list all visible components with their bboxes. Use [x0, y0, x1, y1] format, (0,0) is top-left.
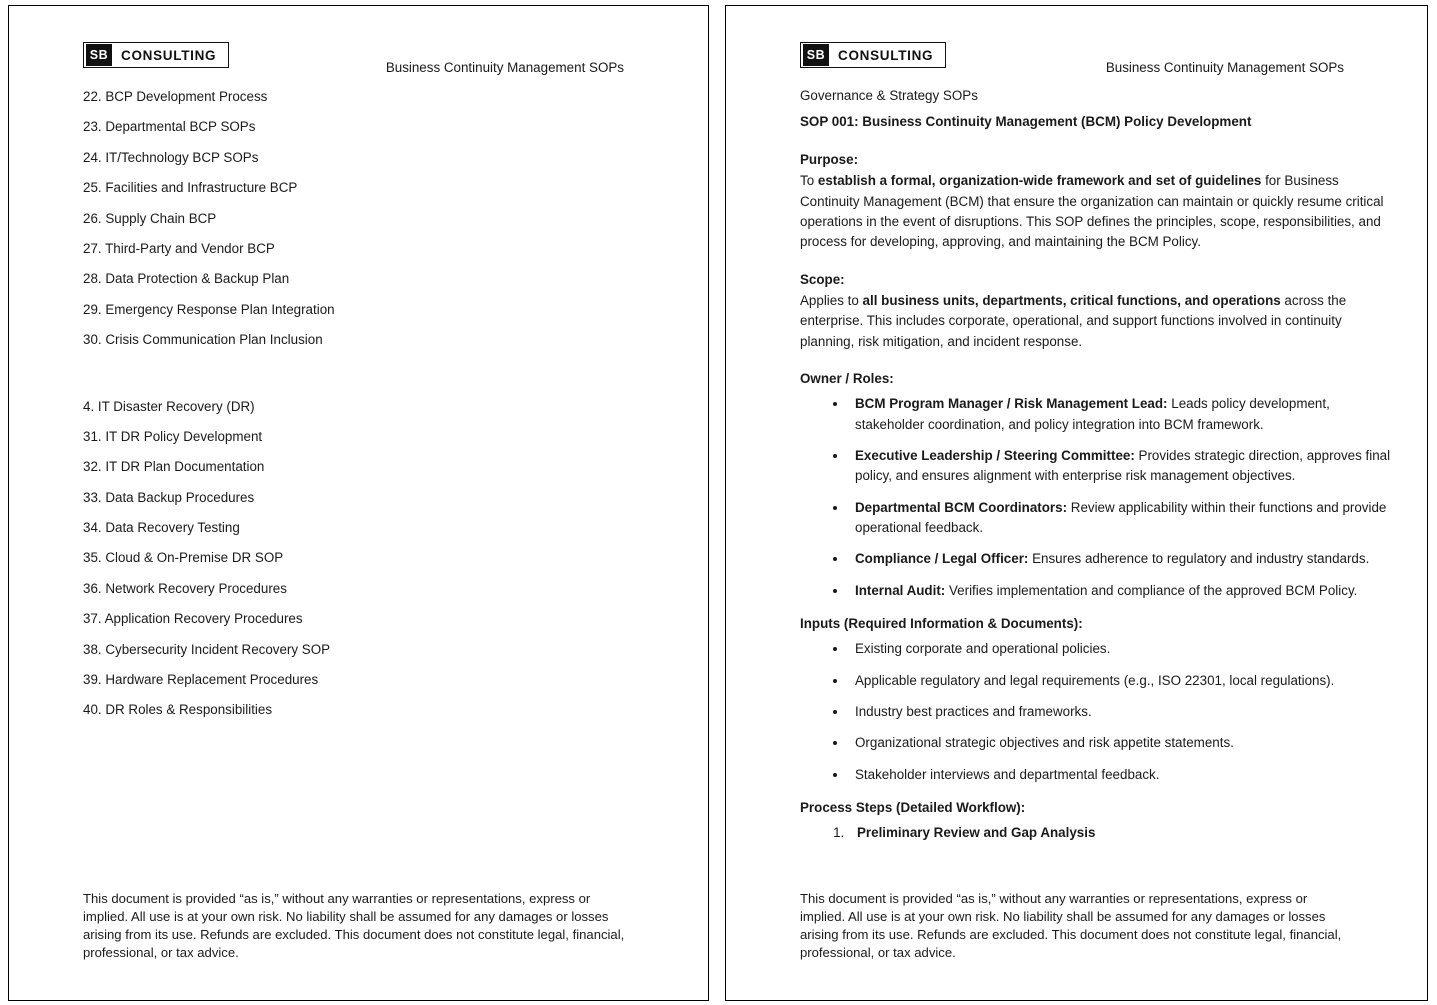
sop-category: Governance & Strategy SOPs [800, 88, 978, 103]
inputs-label: Inputs (Required Information & Documents): [800, 616, 1083, 632]
purpose-label: Purpose: [800, 152, 859, 168]
sop-content [800, 86, 1397, 857]
role-description: Ensures adherence to regulatory and industry standards. [1028, 551, 1370, 567]
list-item [848, 581, 1397, 601]
list-item: 34. Data Recovery Testing [83, 520, 240, 536]
role-name: Departmental BCM Coordinators: [855, 499, 1068, 515]
logo-mark-sb: SB [803, 44, 829, 66]
list-item: 24. IT/Technology BCP SOPs [83, 149, 259, 165]
list-item: • Existing corporate and operational policies. [848, 639, 1397, 659]
owner-roles-label: Owner / Roles: [800, 371, 894, 387]
role-name: Executive Leadership / Steering Committee: [855, 447, 1135, 463]
logo-wordmark: CONSULTING [121, 47, 217, 63]
list-item: 30. Crisis Communication Plan Inclusion [83, 332, 323, 348]
list-item: • Industry best practices and frameworks. [848, 702, 1397, 722]
list-item: 32. IT DR Plan Documentation [83, 459, 265, 475]
list-item: 39. Hardware Replacement Procedures [83, 672, 319, 688]
scope-label: Scope: [800, 271, 845, 287]
list-item [848, 498, 1397, 539]
section-spacer [83, 362, 668, 398]
page-left [8, 5, 709, 1001]
list-item: 4. IT Disaster Recovery (DR) [83, 398, 255, 414]
list-item [848, 394, 1397, 435]
list-item: 29. Emergency Response Plan Integration [83, 301, 335, 317]
list-item: 38. Cybersecurity Incident Recovery SOP [83, 641, 331, 657]
purpose-lead: To [800, 173, 818, 189]
brand-logo [800, 42, 946, 68]
logo-wordmark: CONSULTING [838, 47, 934, 63]
list-item: 22. BCP Development Process [83, 89, 268, 104]
list-item: 26. Supply Chain BCP [83, 210, 217, 226]
list-item: 40. DR Roles & Responsibilities [83, 702, 273, 718]
role-description: Provides strategic direction, approves final policy, and ensures alignment with enterprise risk management objectives. [855, 447, 1391, 484]
list-item: 23. Departmental BCP SOPs [83, 119, 256, 135]
list-item [848, 549, 1397, 569]
purpose-rest: for Business Continuity Management (BCM) that ensure the organization can maintain or quickly resume critical operations in the event of disruptions. This SOP defines the principles, scope, responsibilities, and process for developing, approving, and maintaining the BCM Policy. [800, 173, 1384, 250]
list-item: 35. Cloud & On-Premise DR SOP [83, 550, 284, 566]
inputs-list [800, 639, 1397, 785]
header-document-title: Business Continuity Management SOPs [1105, 60, 1344, 75]
header-document-title: Business Continuity Management SOPs [385, 60, 624, 75]
brand-logo [83, 42, 229, 68]
scope-paragraph [800, 291, 1397, 352]
scope-lead: Applies to [800, 292, 863, 308]
list-item: • Applicable regulatory and legal requirements (e.g., ISO 22301, local regulations). [848, 671, 1397, 691]
owner-roles-list [800, 394, 1397, 601]
scope-rest: across the enterprise. This includes corporate, operational, and support functions involved in continuity planning, risk mitigation, and incident response. [800, 292, 1347, 349]
list-item [848, 446, 1397, 487]
list-item [848, 823, 1397, 843]
table-of-contents [83, 88, 668, 732]
list-item: 33. Data Backup Procedures [83, 489, 255, 505]
list-item: 28. Data Protection & Backup Plan [83, 271, 290, 287]
process-step-title: Preliminary Review and Gap Analysis [857, 825, 1096, 841]
page-header-right [800, 42, 1391, 82]
list-item: 37. Application Recovery Procedures [83, 611, 303, 627]
scope-emphasis: all business units, departments, critical functions, and operations [862, 292, 1281, 308]
list-item: • Stakeholder interviews and departmental feedback. [848, 765, 1397, 785]
page-header-left [83, 42, 672, 82]
list-item: • Organizational strategic objectives and risk appetite statements. [848, 733, 1397, 753]
process-steps-list [800, 823, 1397, 843]
role-name: Internal Audit: [855, 582, 946, 598]
role-description: Verifies implementation and compliance of the approved BCM Policy. [945, 582, 1358, 598]
list-item: 36. Network Recovery Procedures [83, 580, 287, 596]
purpose-paragraph [800, 171, 1397, 253]
process-steps-label: Process Steps (Detailed Workflow): [800, 800, 1026, 816]
role-description: Leads policy development, stakeholder coordination, and policy integration into BCM framework. [855, 396, 1330, 432]
list-item: 31. IT DR Policy Development [83, 428, 263, 444]
page-right [725, 5, 1428, 1001]
role-name: BCM Program Manager / Risk Management Lead: [855, 396, 1168, 412]
list-item: 27. Third-Party and Vendor BCP [83, 240, 275, 256]
footer-disclaimer: This document is provided “as is,” without any warranties or representations, express or implied. All use is at your own risk. No liability shall be assumed for any damages or losses arising from its use. Refunds are excluded. This document does not constitute legal, financial, professional, or tax advice. [800, 891, 1342, 961]
logo-mark-sb: SB [86, 44, 112, 66]
footer-disclaimer: This document is provided “as is,” without any warranties or representations, express or implied. All use is at your own risk. No liability shall be assumed for any damages or losses arising from its use. Refunds are excluded. This document does not constitute legal, financial, professional, or tax advice. [83, 891, 625, 961]
list-item: 25. Facilities and Infrastructure BCP [83, 180, 298, 196]
role-description: Review applicability within their functions and provide operational feedback. [855, 499, 1387, 536]
sop-title: SOP 001: Business Continuity Management (BCM) Policy Development [800, 114, 1252, 130]
role-name: Compliance / Legal Officer: [855, 551, 1029, 567]
purpose-emphasis: establish a formal, organization-wide framework and set of guidelines [817, 173, 1262, 189]
